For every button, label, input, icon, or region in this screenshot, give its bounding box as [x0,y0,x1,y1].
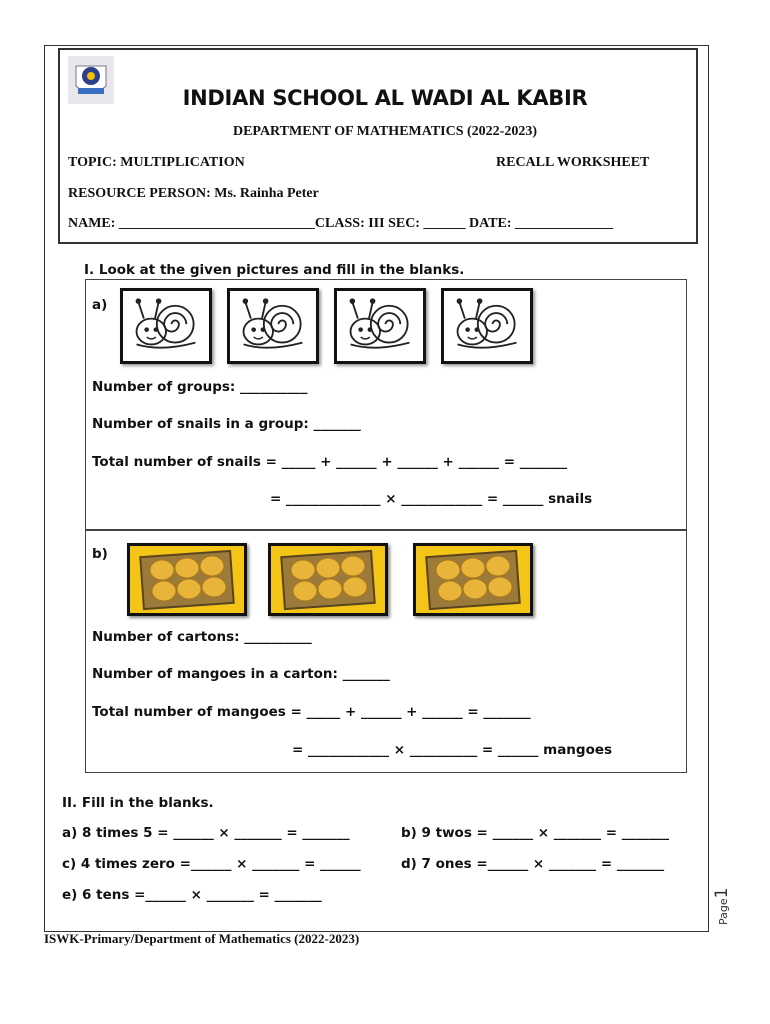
topic-label: TOPIC: MULTIPLICATION [68,155,245,170]
snail-groups-question[interactable]: Number of groups: __________ [92,379,308,395]
mango-carton-picture [413,543,533,616]
question-d[interactable]: d) 7 ones =______ × _______ = _______ [401,856,665,872]
school-name: INDIAN SCHOOL AL WADI AL KABIR [182,86,588,110]
page-number: 1 [712,887,732,899]
mangoes-total-addition[interactable]: Total number of mangoes = _____ + ______ + ______ = _______ [92,704,531,720]
header-box [58,48,698,244]
carton-count-question[interactable]: Number of cartons: __________ [92,629,312,645]
snail-picture [441,288,533,364]
question-a[interactable]: a) 8 times 5 = ______ × _______ = _______ [62,825,350,841]
page-number-label [712,888,732,925]
worksheet-label: RECALL WORKSHEET [496,155,650,170]
question-c[interactable]: c) 4 times zero =______ × _______ = ______ [62,856,361,872]
footer-text: ISWK-Primary/Department of Mathematics (2022-2023) [44,931,360,946]
question-e[interactable]: e) 6 tens =______ × _______ = _______ [62,887,322,903]
part-b-label: b) [92,546,108,562]
part-a-label: a) [92,297,108,313]
mango-carton-picture [268,543,388,616]
section2-title: II. Fill in the blanks. [62,795,214,811]
snails-total-product[interactable]: = ______________ × ____________ = ______ snails [270,491,593,507]
mangoes-per-carton-question[interactable]: Number of mangoes in a carton: _______ [92,666,390,682]
question-b[interactable]: b) 9 twos = ______ × _______ = _______ [401,825,669,841]
mango-carton-picture [127,543,247,616]
page-word: Page [717,898,730,925]
snail-picture [227,288,319,364]
snails-per-group-question[interactable]: Number of snails in a group: _______ [92,416,361,432]
department-title: DEPARTMENT OF MATHEMATICS (2022-2023) [232,124,537,139]
name-class-date-line[interactable]: NAME: ____________________________CLASS: III SEC: ______ DATE: ______________ [68,216,613,231]
snail-picture [120,288,212,364]
resource-person: RESOURCE PERSON: Ms. Rainha Peter [68,186,319,201]
mangoes-total-product[interactable]: = ____________ × __________ = ______ mangoes [292,742,613,758]
snails-total-addition[interactable]: Total number of snails = _____ + ______ + ______ + ______ = _______ [92,454,567,470]
snail-picture [334,288,426,364]
section1-title: I. Look at the given pictures and fill in the blanks. [84,262,465,278]
